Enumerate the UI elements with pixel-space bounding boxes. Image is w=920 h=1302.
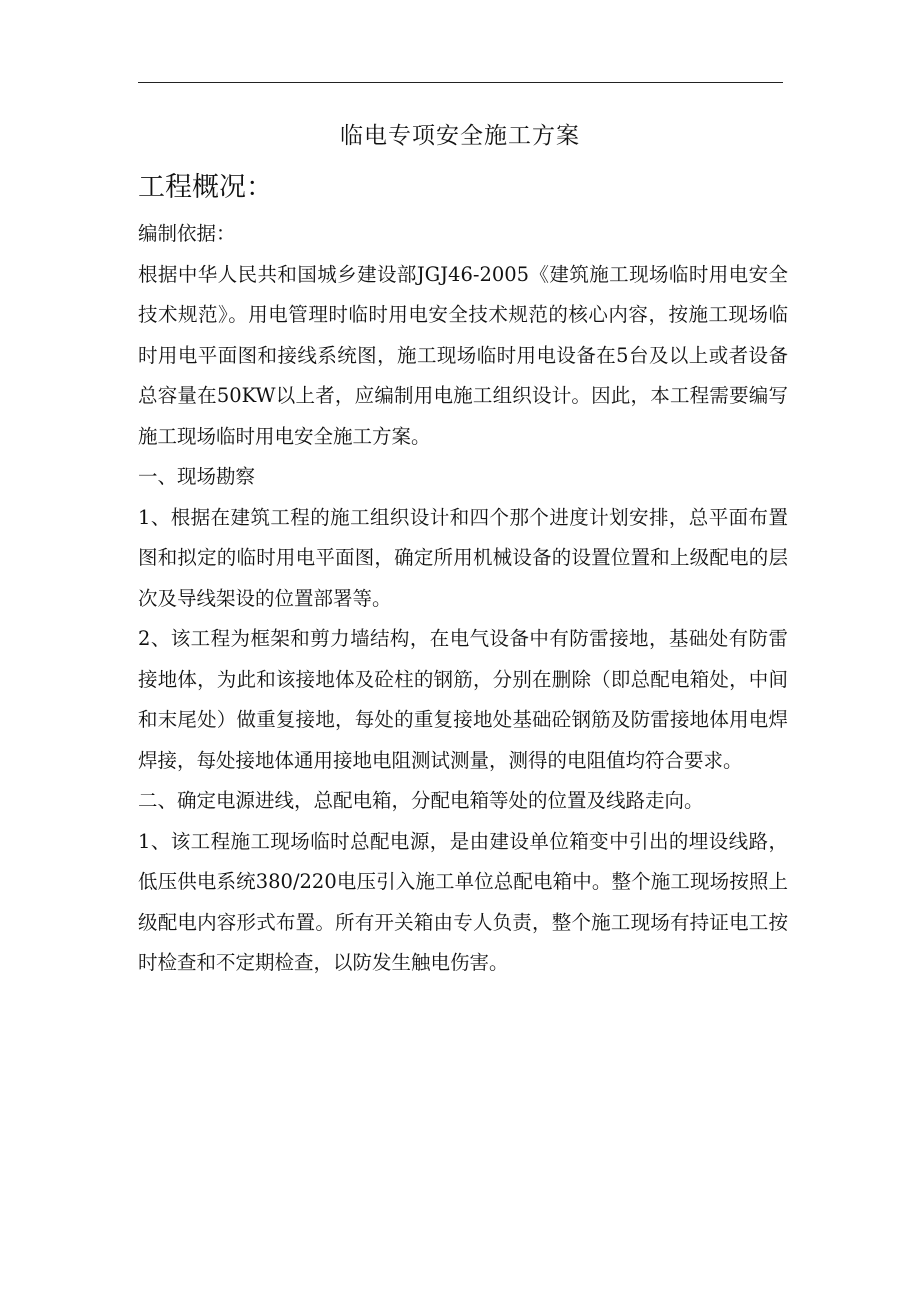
header-rule: [138, 82, 783, 83]
paragraph-survey-item-1: 1、根据在建筑工程的施工组织设计和四个那个进度计划安排，总平面布置图和拟定的临时用电平面图，确定所用机械设备的设置位置和上级配电的层次及导线架设的位置部署等。: [138, 505, 788, 610]
document-title: 临电专项安全施工方案: [340, 123, 580, 149]
paragraph-basis-label: 编制依据：: [138, 222, 236, 245]
section-heading: 工程概况：: [138, 172, 273, 203]
paragraph-basis: 根据中华人民共和国城乡建设部JGJ46-2005《建筑施工现场临时用电安全技术规范》。用电管理时临时用电安全技术规范的核心内容，按施工现场临时用电平面图和接线系统图，施工现场临时用电设备在5台及以上或者设备总容量在50KW以上者，应编制用电施工组织设计。因此，本工程需要编写施工现场临时用电安全施工方案。: [138, 262, 788, 448]
document-body: [138, 214, 788, 984]
paragraph-site-survey-heading: 一、现场勘察: [138, 465, 256, 488]
paragraph-power-source-heading: 二、确定电源进线，总配电箱，分配电箱等处的位置及线路走向。: [138, 789, 704, 812]
paragraph-survey-item-2: 2、该工程为框架和剪力墙结构，在电气设备中有防雷接地，基础处有防雷接地体，为此和该接地体及砼柱的钢筋，分别在删除（即总配电箱处，中间和末尾处）做重复接地，每处的重复接地处基础砼钢筋及防雷接地体用电焊焊接，每处接地体通用接地电阻测试测量，测得的电阻值均符合要求。: [138, 627, 788, 772]
paragraph-power-item-1: 1、该工程施工现场临时总配电源，是由建设单位箱变中引出的埋设线路，低压供电系统380/220电压引入施工单位总配电箱中。整个施工现场按照上级配电内容形式布置。所有开关箱由专人负责，整个施工现场有持证电工按时检查和不定期检查，以防发生触电伤害。: [138, 829, 788, 974]
